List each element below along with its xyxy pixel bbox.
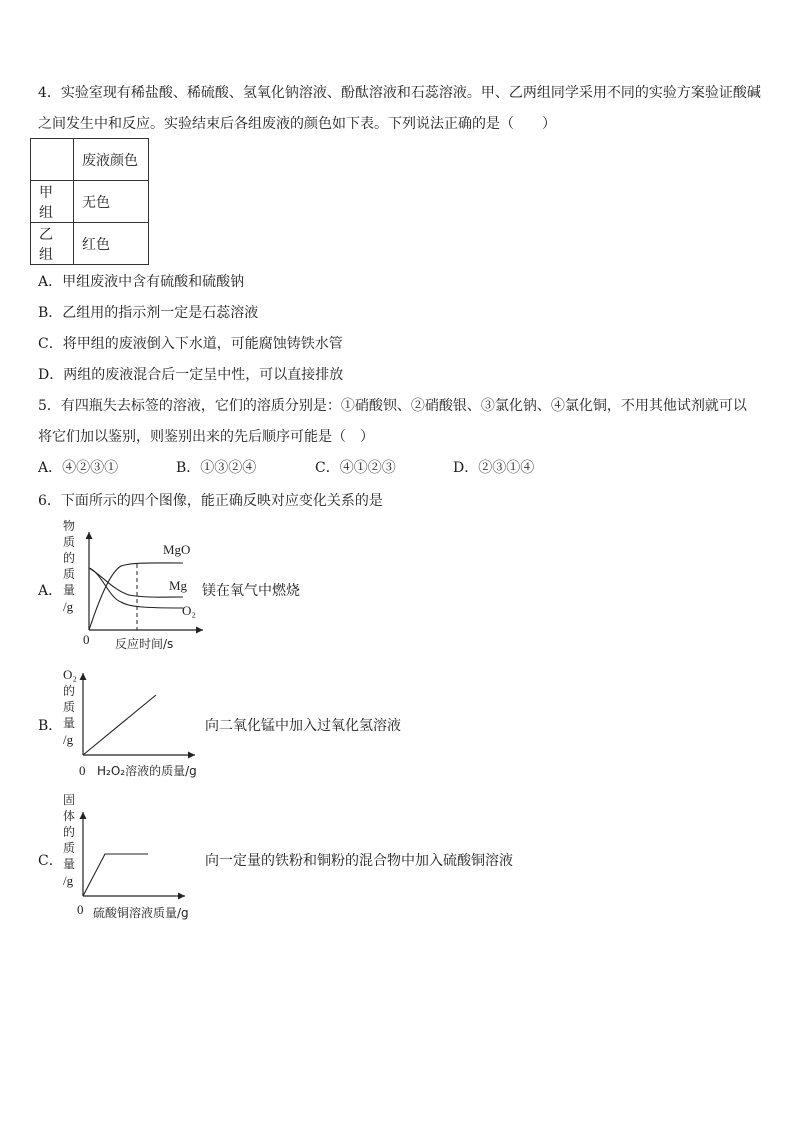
- graph-a: [55, 518, 215, 654]
- graph-c: [55, 790, 215, 922]
- q5-option-d: D．②③①④: [453, 460, 535, 476]
- q5-option-c: C．④①②③: [315, 460, 396, 476]
- x-axis-label: 反应时间/s: [115, 637, 174, 651]
- y-label-char: 体: [63, 809, 76, 823]
- y-label-char: 质: [63, 841, 76, 855]
- origin-label: 0: [77, 902, 84, 917]
- y-label-char: 质: [63, 700, 76, 714]
- table-row: [31, 139, 149, 181]
- origin-label: 0: [79, 763, 86, 778]
- table-row: [31, 223, 149, 265]
- line-o2-mass: [83, 695, 156, 755]
- y-label-char: 物: [63, 519, 76, 533]
- q5-option-a: A．④②③①: [38, 460, 119, 476]
- origin-label: 0: [83, 632, 90, 647]
- y-axis-label: [63, 793, 75, 888]
- q6-option-b-desc: 向二氧化锰中加入过氧化氢溶液: [205, 718, 401, 734]
- x-axis-label: H₂O₂溶液的质量/g: [97, 764, 197, 778]
- q5-option-b: B．①③②④: [176, 460, 257, 476]
- q4-stem-line2: 之间发生中和反应。实验结束后各组废液的颜色如下表。下列说法正确的是（ ）: [38, 116, 556, 132]
- table-cell: 红色: [74, 223, 149, 265]
- y-label-char: 量: [63, 583, 76, 597]
- y-label-char: 质: [63, 567, 76, 581]
- q6-option-b-label: B．: [38, 718, 63, 734]
- waste-color-table: [30, 138, 149, 265]
- q6-stem: 6．下面所示的四个图像，能正确反映对应变化关系的是: [38, 493, 383, 509]
- table-cell: 无色: [74, 181, 149, 223]
- q4-option-a: A．甲组废液中含有硫酸和硫酸钠: [38, 274, 245, 290]
- y-axis-label: [63, 667, 77, 747]
- table-row: [31, 181, 149, 223]
- y-label-unit: /g: [63, 873, 74, 888]
- q4-stem-line1: 4．实验室现有稀盐酸、稀硫酸、氢氧化钠溶液、酚酞溶液和石蕊溶液。甲、乙两组同学采用不同的实验方案验证酸碱: [38, 85, 761, 101]
- q6-option-a-label: A．: [38, 583, 63, 599]
- y-label-char: 的: [63, 551, 76, 565]
- y-label-char: 量: [63, 857, 76, 871]
- y-axis-label: [63, 518, 75, 614]
- q5-stem-line2: 将它们加以鉴别，则鉴别出来的先后顺序可能是（ ）: [38, 429, 374, 445]
- q4-option-d: D．两组的废液混合后一定呈中性，可以直接排放: [38, 367, 344, 383]
- table-cell: [31, 139, 74, 181]
- q4-option-b: B．乙组用的指示剂一定是石蕊溶液: [38, 305, 259, 321]
- table-cell: 甲组: [31, 181, 74, 223]
- series-label-mgo: MgO: [163, 542, 191, 557]
- y-label-unit: /g: [63, 732, 74, 747]
- y-label-char: 的: [63, 825, 76, 839]
- y-label-char: 的: [63, 684, 76, 698]
- series-label-o2: O₂: [182, 603, 196, 618]
- q5-stem-line1: 5．有四瓶失去标签的溶液，它们的溶质分别是：①硝酸钡、②硝酸银、③氯化钠、④氯化铜，不用其他试剂就可以: [38, 398, 747, 414]
- y-label-unit: /g: [63, 599, 74, 614]
- y-label-char: 质: [63, 535, 76, 549]
- y-label-o2: O₂: [63, 667, 77, 682]
- y-label-char: 固: [63, 793, 76, 807]
- series-label-mg: Mg: [169, 578, 188, 593]
- table-header-cell: 废液颜色: [74, 139, 149, 181]
- x-axis-label: 硫酸铜溶液质量/g: [93, 906, 189, 920]
- q6-option-c-label: C．: [38, 853, 63, 869]
- q6-option-c-desc: 向一定量的铁粉和铜粉的混合物中加入硫酸铜溶液: [205, 853, 513, 869]
- q6-option-a-desc: 镁在氧气中燃烧: [202, 583, 300, 599]
- table-cell: 乙组: [31, 223, 74, 265]
- y-label-char: 量: [63, 716, 76, 730]
- line-solid-mass: [83, 854, 148, 896]
- q4-option-c: C．将甲组的废液倒入下水道，可能腐蚀铸铁水管: [38, 336, 343, 352]
- graph-b: [55, 665, 215, 783]
